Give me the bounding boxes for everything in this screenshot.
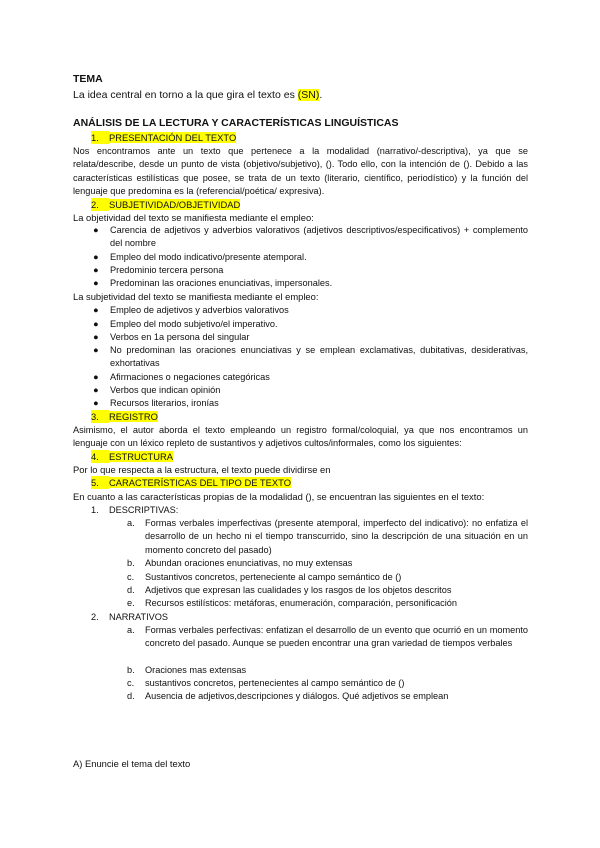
section-title: CARACTERÍSTICAS DEL TIPO DE TEXTO (109, 477, 291, 488)
bullet-icon: ● (93, 398, 99, 408)
bullet-icon: ● (93, 265, 99, 275)
bullet-icon: ● (93, 385, 99, 395)
bullet-icon: ● (93, 252, 99, 262)
list-item: ● Empleo de adjetivos y adverbios valorativos (93, 304, 528, 317)
objetividad-intro: La objetividad del texto se manifiesta mediante el empleo: (73, 212, 314, 223)
list-item: a. Formas verbales imperfectivas (presente atemporal, imperfecto del indicativo): no enfatiza el desarrollo de un hecho ni el tiempo transcurrido, sino la descripción de una situación en un momento concreto del pasado) (127, 518, 528, 555)
section-number: 1. (91, 131, 109, 144)
list-item: ● Afirmaciones o negaciones categóricas (93, 371, 528, 384)
section-title: REGISTRO (109, 411, 158, 422)
section-title: PRESENTACIÓN DEL TEXTO (109, 132, 237, 143)
bullet-icon: ● (93, 225, 99, 235)
subjetividad-intro: La subjetividad del texto se manifiesta mediante el empleo: (73, 291, 319, 302)
bullet-icon: ● (93, 372, 99, 382)
list-item: d. Ausencia de adjetivos,descripciones y diálogos. Qué adjetivos se emplean (127, 691, 449, 701)
presentacion-paragraph: Nos encontramos ante un texto que pertenece a la modalidad (narrativo/-descriptiva), ya que se relata/describe, desde un punto de vista (objetivo/subjetivo), (). Todo ello, con la intención de (). Debido a las características estilísticas que posee, se trata de un texto (literario, científico, periodístico) y la función del lenguaje que predomina es la (referencial/poética/ expresiva). (73, 146, 528, 196)
descriptivas-heading: 1. DESCRIPTIVAS: (91, 505, 179, 515)
list-item: c. sustantivos concretos, pertenecientes al campo semántico de () (127, 678, 405, 688)
list-item: ● Verbos que indican opinión (93, 384, 528, 397)
list-item: a. Formas verbales perfectivas: enfatizan el desarrollo de un evento que ocurrió en un momento concreto del pasado. Aunque se pueden encontrar una gran variedad de tiempos verbales (127, 625, 528, 649)
list-item: ● Empleo del modo subjetivo/el imperativo. (93, 318, 528, 331)
section-number: 3. (91, 410, 109, 423)
section-subjetividad (91, 198, 240, 211)
bullet-icon: ● (93, 319, 99, 329)
section-number: 5. (91, 476, 109, 489)
tema-heading: TEMA (73, 73, 103, 85)
list-item: ● Verbos en 1a persona del singular (93, 331, 528, 344)
section-number: 4. (91, 450, 109, 463)
list-item: d. Adjetivos que expresan las cualidades y los rasgos de los objetos descritos (127, 585, 452, 595)
estructura-text: Por lo que respecta a la estructura, el texto puede dividirse en (73, 464, 331, 475)
bullet-icon: ● (93, 278, 99, 288)
list-item: ● Recursos literarios, ironías (93, 397, 528, 410)
list-item: ● Predominio tercera persona (93, 264, 528, 277)
section-presentacion (91, 131, 236, 144)
list-item: ● No predominan las oraciones enunciativas y se emplean exclamativas, dubitativas, desiderativas, exhortativas (93, 345, 528, 369)
section-title: SUBJETIVIDAD/OBJETIVIDAD (109, 199, 241, 210)
list-item: ● Carencia de adjetivos y adverbios valorativos (adjetivos descriptivos/especificativos) + complemento del nombre (93, 225, 528, 249)
section-registro (91, 410, 158, 423)
section-caracteristicas (91, 476, 291, 489)
tema-text: La idea central en torno a la que gira el texto es (73, 89, 298, 101)
list-item: b. Oraciones mas extensas (127, 665, 247, 675)
section-title: ESTRUCTURA (109, 451, 174, 462)
section-estructura (91, 450, 173, 463)
bullet-icon: ● (93, 305, 99, 315)
list-item: ● Predominan las oraciones enunciativas, impersonales. (93, 277, 528, 290)
list-item: c. Sustantivos concretos, perteneciente al campo semántico de () (127, 572, 402, 582)
bullet-icon: ● (93, 332, 99, 342)
list-item: b. Abundan oraciones enunciativas, no muy extensas (127, 558, 353, 568)
tema-text-end: . (319, 89, 323, 101)
list-item: e. Recursos estilísticos: metáforas, enumeración, comparación, personificación (127, 598, 458, 608)
analisis-heading: ANÁLISIS DE LA LECTURA Y CARACTERÍSTICAS LINGUÍSTICAS (73, 117, 399, 129)
bullet-icon: ● (93, 345, 99, 355)
registro-paragraph: Asimismo, el autor aborda el texto empleando un registro formal/coloquial, ya que nos encontramos un lenguaje con un léxico repleto de sustantivos y adjetivos cultos/informales, como los siguientes: (73, 425, 528, 449)
question-text: A) Enuncie el tema del texto (73, 758, 191, 769)
tema-statement (73, 88, 322, 102)
tema-highlight: (SN) (297, 89, 320, 101)
list-item: ● Empleo del modo indicativo/presente atemporal. (93, 251, 528, 264)
caracteristicas-intro: En cuanto a las características propias de la modalidad (), se encuentran las siguientes en el texto: (73, 491, 485, 502)
narrativos-heading: 2. NARRATIVOS (91, 612, 169, 622)
section-number: 2. (91, 198, 109, 211)
